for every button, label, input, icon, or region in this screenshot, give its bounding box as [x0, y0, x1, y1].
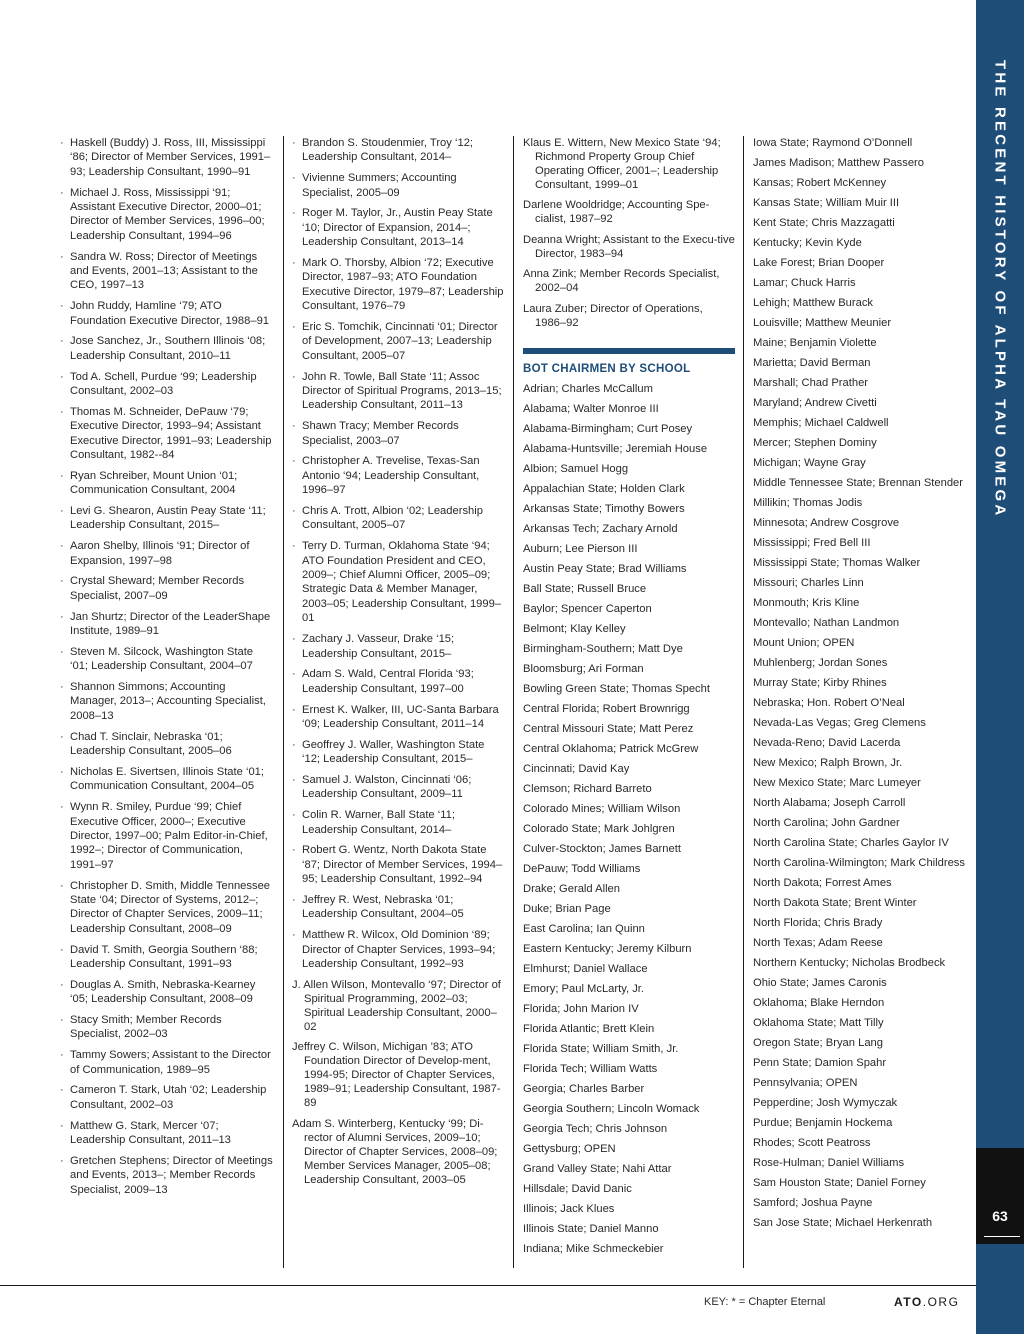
staff-entry: · Levi G. Shearon, Austin Peay State ‘11; Leadership Consultant, 2015– [60, 504, 273, 533]
staff-entry: · Jan Shurtz; Director of the LeaderShape Institute, 1989–91 [60, 610, 273, 639]
chairman-entry: Memphis; Michael Caldwell [753, 417, 889, 429]
chairman-entry: Monmouth; Kris Kline [753, 597, 860, 609]
footer-rule [0, 1285, 976, 1286]
staff-entry: · Jose Sanchez, Jr., Southern Illinois ‘08; Leadership Consultant, 2010–11 [60, 334, 273, 363]
footer-site-bold: ATO [894, 1295, 923, 1309]
chairman-entry: Appalachian State; Holden Clark [523, 482, 685, 495]
chairman-entry: Nevada-Reno; David Lacerda [753, 737, 901, 749]
staff-entry: · Tod A. Schell, Purdue ‘99; Leadership Consultant, 2002–03 [60, 370, 273, 399]
staff-entry: · Sandra W. Ross; Director of Meetings and Events, 2001–13; Assistant to the CEO, 1997–13 [60, 250, 273, 293]
chairman-entry: Eastern Kentucky; Jeremy Kilburn [523, 942, 692, 955]
chairman-entry: Adrian; Charles McCallum [523, 382, 653, 395]
page-number-tab [976, 1148, 1024, 1244]
staff-entry: · Mark O. Thorsby, Albion ‘72; Executive Director, 1987–93; ATO Foundation Executive Director, 1979–87; Leadership Consultant, 1976–79 [292, 256, 504, 314]
chairman-entry: Middle Tennessee State; Brennan Stender [753, 477, 964, 489]
section-rule [523, 348, 735, 354]
chairman-entry: Kansas State; William Muir III [753, 197, 900, 209]
staff-entry: J. Allen Wilson, Montevallo ‘97; Director of Spiritual Programming, 2002–03; Spiritual Leadership Consultant, 2000–02 [292, 978, 501, 1033]
chairman-entry: Maryland; Andrew Civetti [753, 397, 877, 409]
sidebar-title [976, 0, 1024, 1334]
chairman-entry: Kentucky; Kevin Kyde [753, 237, 862, 249]
staff-entry: · Shawn Tracy; Member Records Specialist, 2003–07 [292, 419, 504, 448]
chairman-entry: North Carolina-Wilmington; Mark Childress [753, 857, 965, 869]
chairman-entry: Alabama-Huntsville; Jeremiah House [523, 442, 708, 455]
chairman-entry: Oklahoma State; Matt Tilly [753, 1017, 884, 1029]
footer-site-rest: .ORG [922, 1295, 960, 1309]
chairman-entry: North Dakota State; Brent Winter [753, 897, 917, 909]
chairman-entry: Birmingham-Southern; Matt Dye [523, 642, 683, 655]
footer-key: KEY: * = Chapter Eternal [704, 1296, 826, 1308]
staff-entry: · Vivienne Summers; Accounting Specialist, 2005–09 [292, 171, 504, 200]
staff-entry: · Christopher D. Smith, Middle Tennessee State ‘04; Director of Systems, 2012–; Director of Chapter Services, 2009–11; Leadership Consultant, 2008–09 [60, 879, 273, 937]
chairman-entry: Marshall; Chad Prather [753, 377, 869, 389]
bot-section-heading: BOT CHAIRMEN BY SCHOOL [523, 362, 691, 375]
chairman-entry: Baylor; Spencer Caperton [523, 602, 652, 615]
chairman-entry: Pennsylvania; OPEN [753, 1077, 858, 1089]
chairman-entry: Emory; Paul McLarty, Jr. [523, 982, 645, 995]
staff-entry: · Douglas A. Smith, Nebraska-Kearney ‘05; Leadership Consultant, 2008–09 [60, 978, 273, 1007]
staff-entry: · Geoffrey J. Waller, Washington State ‘12; Leadership Consultant, 2015– [292, 738, 504, 767]
chairman-entry: North Carolina State; Charles Gaylor IV [753, 837, 949, 849]
bot-chairmen-list [753, 136, 965, 1230]
chairman-entry: Oregon State; Bryan Lang [753, 1037, 883, 1049]
chairman-entry: Purdue; Benjamin Hockema [753, 1117, 893, 1129]
chairman-entry: Ohio State; James Caronis [753, 977, 887, 989]
chairman-entry: Minnesota; Andrew Cosgrove [753, 517, 900, 529]
staff-entry: · Aaron Shelby, Illinois ‘91; Director of Expansion, 1997–98 [60, 539, 273, 568]
chairman-entry: Indiana; Mike Schmeckebier [523, 1242, 664, 1255]
chairman-entry: DePauw; Todd Williams [523, 862, 641, 875]
chairman-entry: Bloomsburg; Ari Forman [523, 662, 644, 675]
chairman-entry: Central Florida; Robert Brownrigg [523, 702, 690, 715]
staff-entry: Anna Zink; Member Records Specialist, 2002–04 [523, 268, 720, 295]
staff-entry: Adam S. Winterberg, Kentucky ‘99; Di-rector of Alumni Services, 2009–10; Director of Chapter Services, 2008–09; Member Services Manager, 2005–08; Leadership Consultant, 2003–05 [292, 1117, 498, 1186]
chairman-entry: Michigan; Wayne Gray [753, 457, 866, 469]
staff-entry: · Michael J. Ross, Mississippi ‘91; Assistant Executive Director, 2000–01; Director of Member Services, 1996–00; Leadership Consultant, 1994–96 [60, 186, 273, 244]
page-tab-rule [984, 1236, 1020, 1237]
chairman-entry: Auburn; Lee Pierson III [523, 542, 638, 555]
staff-entry: · Roger M. Taylor, Jr., Austin Peay State ‘10; Director of Expansion, 2014–; Leadership Consultant, 2013–14 [292, 206, 504, 249]
staff-entry: · Chris A. Trott, Albion ‘02; Leadership Consultant, 2005–07 [292, 504, 504, 533]
chairman-entry: Florida State; William Smith, Jr. [523, 1042, 679, 1055]
chairman-entry: Georgia Southern; Lincoln Womack [523, 1102, 700, 1115]
sidebar-band [976, 0, 1024, 1334]
staff-entry: · Ernest K. Walker, III, UC-Santa Barbara ‘09; Leadership Consultant, 2011–14 [292, 703, 504, 732]
chairman-entry: Florida Atlantic; Brett Klein [523, 1022, 655, 1035]
staff-entry: · Eric S. Tomchik, Cincinnati ‘01; Director of Development, 2007–13; Leadership Consultant, 2005–07 [292, 320, 504, 363]
chairman-entry: Cincinnati; David Kay [523, 762, 630, 775]
staff-entry: · Gretchen Stephens; Director of Meetings and Events, 2013–; Member Records Specialist, 2009–13 [60, 1154, 273, 1197]
staff-plain-list [523, 136, 735, 330]
bot-chairmen-list [523, 382, 735, 1256]
chairman-entry: Georgia; Charles Barber [523, 1082, 645, 1095]
staff-bullet-list [292, 136, 504, 971]
chairman-entry: Missouri; Charles Linn [753, 577, 864, 589]
chairman-entry: North Carolina; John Gardner [753, 817, 900, 829]
chairman-entry: Muhlenberg; Jordan Sones [753, 657, 888, 669]
chairman-entry: Kansas; Robert McKenney [753, 177, 887, 189]
staff-entry: · John R. Towle, Ball State ‘11; Assoc Director of Spiritual Programs, 2013–15; Leadership Consultant, 2011–13 [292, 370, 504, 413]
sidebar-title-text: THE RECENT HISTORY OF ALPHA TAU OMEGA [991, 60, 1009, 519]
staff-entry: · Haskell (Buddy) J. Ross, III, Mississippi ‘86; Director of Member Services, 1991–93; Leadership Consultant, 1990–91 [60, 136, 273, 179]
chairman-entry: North Florida; Chris Brady [753, 917, 883, 929]
staff-column-2 [292, 136, 504, 1193]
staff-entry: · Samuel J. Walston, Cincinnati ‘06; Leadership Consultant, 2009–11 [292, 773, 504, 802]
chairman-entry: Nebraska; Hon. Robert O’Neal [753, 697, 905, 709]
chairman-entry: Millikin; Thomas Jodis [753, 497, 863, 509]
staff-entry: · Zachary J. Vasseur, Drake ‘15; Leadership Consultant, 2015– [292, 632, 504, 661]
footer-site [894, 1295, 959, 1309]
chairman-entry: New Mexico; Ralph Brown, Jr. [753, 757, 903, 769]
chairman-entry: Ball State; Russell Bruce [523, 582, 647, 595]
chairman-entry: Marietta; David Berman [753, 357, 871, 369]
column-divider [743, 136, 744, 1268]
chairman-entry: Mississippi State; Thomas Walker [753, 557, 921, 569]
chairman-entry: Bowling Green State; Thomas Specht [523, 682, 710, 695]
chairman-entry: Drake; Gerald Allen [523, 882, 621, 895]
chairman-entry: Samford; Joshua Payne [753, 1197, 873, 1209]
column-divider [513, 136, 514, 1268]
chairman-entry: Louisville; Matthew Meunier [753, 317, 892, 329]
chairman-entry: Gettysburg; OPEN [523, 1142, 616, 1155]
staff-entry: Klaus E. Wittern, New Mexico State ‘94; Richmond Property Group Chief Operating Officer, 2001–; Leadership Consultant, 1999–01 [523, 137, 721, 191]
chairman-entry: San Jose State; Michael Herkenrath [753, 1217, 933, 1229]
chairman-entry: Lake Forest; Brian Dooper [753, 257, 885, 269]
staff-entry: · Tammy Sowers; Assistant to the Director of Communication, 1989–95 [60, 1048, 273, 1077]
staff-entry: Jeffrey C. Wilson, Michigan ’83; ATO Foundation Director of Develop-ment, 1994-95; Director of Chapter Services, 1989–91; Leadership Consultant, 1987-89 [292, 1041, 501, 1110]
staff-entry: · Chad T. Sinclair, Nebraska ‘01; Leadership Consultant, 2005–06 [60, 730, 273, 759]
staff-entry: · Ryan Schreiber, Mount Union ‘01; Communication Consultant, 2004 [60, 469, 273, 498]
chairman-entry: Sam Houston State; Daniel Forney [753, 1177, 926, 1189]
chairman-entry: Culver-Stockton; James Barnett [523, 842, 681, 855]
staff-entry: · Jeffrey R. West, Nebraska ‘01; Leadership Consultant, 2004–05 [292, 893, 504, 922]
chairman-entry: Colorado State; Mark Johlgren [523, 822, 675, 835]
staff-entry: · Nicholas E. Sivertsen, Illinois State ‘01; Communication Consultant, 2004–05 [60, 765, 273, 794]
staff-entry: · Adam S. Wald, Central Florida ‘93; Leadership Consultant, 1997–00 [292, 667, 504, 696]
chairman-entry: Belmont; Klay Kelley [523, 622, 626, 635]
chairman-entry: Albion; Samuel Hogg [523, 462, 629, 475]
staff-entry: · David T. Smith, Georgia Southern ‘88; Leadership Consultant, 1991–93 [60, 943, 273, 972]
chairman-entry: Illinois; Jack Klues [523, 1202, 615, 1215]
chairman-entry: Duke; Brian Page [523, 902, 611, 915]
chairman-entry: Lamar; Chuck Harris [753, 277, 856, 289]
staff-entry: Darlene Wooldridge; Accounting Spe-cialist, 1987–92 [523, 199, 710, 226]
staff-entry: · Christopher A. Trevelise, Texas-San Antonio ‘94; Leadership Consultant, 1996–97 [292, 454, 504, 497]
chairman-entry: New Mexico State; Marc Lumeyer [753, 777, 921, 789]
chairman-entry: Mount Union; OPEN [753, 637, 855, 649]
chairman-entry: Lehigh; Matthew Burack [753, 297, 874, 309]
chairman-entry: Rose-Hulman; Daniel Williams [753, 1157, 905, 1169]
chairman-entry: Murray State; Kirby Rhines [753, 677, 887, 689]
chairman-entry: North Alabama; Joseph Carroll [753, 797, 906, 809]
staff-entry: · Crystal Sheward; Member Records Specialist, 2007–09 [60, 574, 273, 603]
chairman-entry: Penn State; Damion Spahr [753, 1057, 887, 1069]
chairman-entry: Montevallo; Nathan Landmon [753, 617, 900, 629]
staff-column-1 [60, 136, 273, 1203]
chairman-entry: Georgia Tech; Chris Johnson [523, 1122, 668, 1135]
chairman-entry: Florida Tech; William Watts [523, 1062, 658, 1075]
staff-entry: · Shannon Simmons; Accounting Manager, 2013–; Accounting Specialist, 2008–13 [60, 680, 273, 723]
chairman-entry: Oklahoma; Blake Herndon [753, 997, 885, 1009]
staff-entry: · Matthew R. Wilcox, Old Dominion ‘89; Director of Chapter Services, 1993–94; Leadership Consultant, 1992–93 [292, 928, 504, 971]
staff-entry: · Stacy Smith; Member Records Specialist, 2002–03 [60, 1013, 273, 1042]
chairman-entry: Mercer; Stephen Dominy [753, 437, 877, 449]
chairman-entry: Alabama; Walter Monroe III [523, 402, 659, 415]
chairman-entry: Central Missouri State; Matt Perez [523, 722, 694, 735]
chairman-entry: Central Oklahoma; Patrick McGrew [523, 742, 699, 755]
staff-entry: · Cameron T. Stark, Utah ‘02; Leadership Consultant, 2002–03 [60, 1083, 273, 1112]
staff-entry: · John Ruddy, Hamline ‘79; ATO Foundation Executive Director, 1988–91 [60, 299, 273, 328]
chairman-entry: Pepperdine; Josh Wymyczak [753, 1097, 898, 1109]
chairman-entry: Hillsdale; David Danic [523, 1182, 632, 1195]
chairman-entry: Mississippi; Fred Bell III [753, 537, 871, 549]
chairman-entry: Arkansas State; Timothy Bowers [523, 502, 685, 515]
staff-entry: · Terry D. Turman, Oklahoma State ‘94; ATO Foundation President and CEO, 2009–; Chief Alumni Officer, 2005–09; Strategic Data & Member Manager, 2003–05; Leadership Consultant, 1999–01 [292, 539, 504, 625]
staff-entry: · Thomas M. Schneider, DePauw ‘79; Executive Director, 1993–94; Assistant Executive Director, 1991–93; Leadership Consultant, 1982--84 [60, 405, 273, 463]
staff-entry: · Robert G. Wentz, North Dakota State ‘87; Director of Member Services, 1994–95; Leadership Consultant, 1992–94 [292, 843, 504, 886]
chairman-entry: Florida; John Marion IV [523, 1002, 639, 1015]
chairman-entry: East Carolina; Ian Quinn [523, 922, 645, 935]
chairman-entry: Clemson; Richard Barreto [523, 782, 652, 795]
chairman-entry: Iowa State; Raymond O’Donnell [753, 137, 913, 149]
chairman-entry: Colorado Mines; William Wilson [523, 802, 681, 815]
chairman-entry: North Texas; Adam Reese [753, 937, 883, 949]
staff-entry: · Brandon S. Stoudenmier, Troy ‘12; Leadership Consultant, 2014– [292, 136, 504, 165]
staff-entry: Laura Zuber; Director of Operations, 1986–92 [523, 302, 703, 329]
column-divider [283, 136, 284, 1268]
chairman-entry: Austin Peay State; Brad Williams [523, 562, 687, 575]
chairman-entry: Northern Kentucky; Nicholas Brodbeck [753, 957, 946, 969]
staff-entry: · Matthew G. Stark, Mercer ‘07; Leadership Consultant, 2011–13 [60, 1119, 273, 1148]
chairman-entry: North Dakota; Forrest Ames [753, 877, 892, 889]
staff-plain-list [292, 978, 504, 1187]
chairman-entry: James Madison; Matthew Passero [753, 157, 924, 169]
chairman-entry: Maine; Benjamin Violette [753, 337, 877, 349]
staff-column-3 [523, 136, 735, 1262]
page-number: 63 [992, 1208, 1008, 1224]
staff-entry: · Steven M. Silcock, Washington State ‘01; Leadership Consultant, 2004–07 [60, 645, 273, 674]
bot-chairmen-column [753, 136, 965, 1236]
chairman-entry: Arkansas Tech; Zachary Arnold [523, 522, 678, 535]
chairman-entry: Grand Valley State; Nahi Attar [523, 1162, 672, 1175]
chairman-entry: Rhodes; Scott Peatross [753, 1137, 871, 1149]
chairman-entry: Kent State; Chris Mazzagatti [753, 217, 895, 229]
chairman-entry: Elmhurst; Daniel Wallace [523, 962, 648, 975]
chairman-entry: Nevada-Las Vegas; Greg Clemens [753, 717, 926, 729]
staff-entry: · Wynn R. Smiley, Purdue ‘99; Chief Executive Officer, 2000–; Executive Director, 1997–00; Palm Editor-in-Chief, 1992–; Director of Communication, 1991–97 [60, 800, 273, 872]
staff-entry: · Colin R. Warner, Ball State ‘11; Leadership Consultant, 2014– [292, 808, 504, 837]
chairman-entry: Illinois State; Daniel Manno [523, 1222, 659, 1235]
staff-entry: Deanna Wright; Assistant to the Execu-tive Director, 1983–94 [523, 233, 735, 260]
chairman-entry: Alabama-Birmingham; Curt Posey [523, 422, 693, 435]
